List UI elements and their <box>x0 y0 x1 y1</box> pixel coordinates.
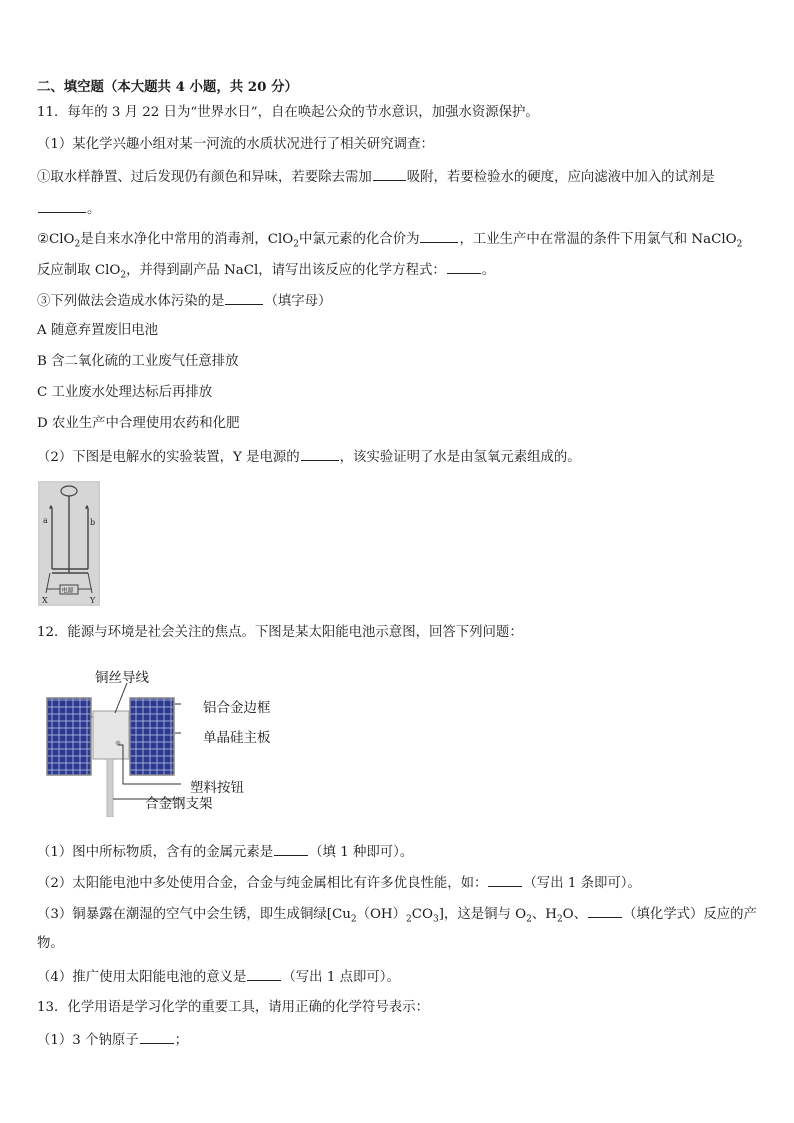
text: ，工业生产中在常温的条件下用氯气和 NaClO <box>459 232 737 247</box>
subscript: 3 <box>432 914 439 925</box>
option-b: B 含二氧化硫的工业废气任意排放 <box>37 354 239 369</box>
electrolysis-figure <box>38 481 100 606</box>
answer-blank[interactable] <box>420 229 458 243</box>
q11-sub1-cont <box>37 199 100 219</box>
text: 反应制取 ClO <box>37 263 121 278</box>
text: ； <box>174 1033 189 1048</box>
q12-part2 <box>37 873 641 893</box>
text: （3）铜暴露在潮湿的空气中会生锈，即生成铜绿[Cu <box>37 907 351 922</box>
q11-part1: （1）某化学兴趣小组对某一河流的水质状况进行了相关研究调查： <box>37 137 434 152</box>
electrode-y-label: Y <box>90 596 96 605</box>
tube-a-label: a <box>43 516 48 525</box>
section-title: 二、填空题（本大题共 4 小题，共 20 分） <box>37 79 298 95</box>
option-a: A 随意弃置废旧电池 <box>37 323 159 338</box>
q13-stem: 13．化学用语是学习化学的重要工具，请用正确的化学符号表示： <box>37 1000 429 1015</box>
subscript: 2 <box>350 914 357 925</box>
text: （填 1 种即可）。 <box>309 845 414 860</box>
text: （填化学式）反应的产 <box>623 907 757 922</box>
subscript: 2 <box>406 914 412 925</box>
text: ①取水样静置、过后发现仍有颜色和异味，若要除去需加 <box>37 170 372 185</box>
tube-b-label: b <box>90 518 96 527</box>
answer-blank[interactable] <box>301 447 339 461</box>
text: 。 <box>87 202 101 217</box>
q11-part2 <box>37 447 581 467</box>
answer-blank[interactable] <box>225 291 263 305</box>
q13-part1 <box>37 1030 188 1050</box>
q11-sub1 <box>37 167 715 187</box>
subscript: 2 <box>293 239 299 250</box>
text: （1）图中所标物质，含有的金属元素是 <box>37 845 274 860</box>
right-solar-panel <box>130 698 174 775</box>
text: ，该实验证明了水是由氢氧元素组成的。 <box>339 450 581 465</box>
text: 是自来水净化中常用的消毒剂，ClO <box>80 232 294 247</box>
q11-stem: 11．每年的 3 月 22 日为“世界水日”，自在唤起公众的节水意识，加强水资源保护。 <box>37 105 539 120</box>
electrode-x-label: X <box>42 596 48 605</box>
label-plastic-button: 塑料按钮 <box>190 780 244 796</box>
text: 。 <box>481 263 496 278</box>
text: CO <box>411 907 433 922</box>
q11-sub2 <box>37 229 742 249</box>
text: （1）3 个钠原子 <box>37 1033 139 1048</box>
answer-blank[interactable] <box>274 842 308 856</box>
steel-stand <box>107 759 113 817</box>
text: （2）下图是电解水的实验装置，Y 是电源的 <box>37 450 300 465</box>
q11-sub2-cont <box>37 260 495 280</box>
subscript: 2 <box>526 914 532 925</box>
text: ]，这是铜与 O <box>438 907 527 922</box>
answer-blank[interactable] <box>488 873 522 887</box>
text: ②ClO <box>37 232 75 247</box>
q11-sub3 <box>37 291 331 311</box>
left-solar-panel <box>47 698 91 775</box>
control-box <box>93 711 129 759</box>
text: （填字母） <box>264 294 332 309</box>
q12-part3 <box>37 904 757 924</box>
answer-blank[interactable] <box>38 199 86 213</box>
q12-part4 <box>37 967 400 987</box>
text: O、 <box>562 907 588 922</box>
power-label: 电源 <box>61 587 74 595</box>
text: （4）推广使用太阳能电池的意义是 <box>37 970 247 985</box>
text: 吸附，若要检验水的硬度，应向滤液中加入的试剂是 <box>406 170 715 185</box>
option-c: C 工业废水处理达标后再排放 <box>37 385 213 400</box>
subscript: 2 <box>556 914 563 925</box>
text: 中氯元素的化合价为 <box>298 232 420 247</box>
answer-blank[interactable] <box>373 167 406 181</box>
subscript: 2 <box>74 239 81 250</box>
text: （写出 1 点即可）。 <box>282 970 400 985</box>
answer-blank[interactable] <box>588 904 622 918</box>
text: （2）太阳能电池中多处使用合金，合金与纯金属相比有许多优良性能，如： <box>37 876 488 891</box>
label-copper-wire: 铜丝导线 <box>95 670 149 686</box>
text: 、H <box>531 907 557 922</box>
text: ③下列做法会造成水体污染的是 <box>37 294 225 309</box>
label-steel-stand: 合金钢支架 <box>145 796 213 812</box>
subscript: 2 <box>120 270 127 281</box>
answer-blank[interactable] <box>447 260 481 274</box>
q12-part3-cont: 物。 <box>37 936 64 951</box>
label-si-board: 单晶硅主板 <box>203 730 271 746</box>
text: （OH） <box>356 907 406 922</box>
text: （写出 1 条即可）。 <box>523 876 641 891</box>
option-d: D 农业生产中合理使用农药和化肥 <box>37 416 240 431</box>
label-al-frame: 铝合金边框 <box>203 700 271 716</box>
answer-blank[interactable] <box>247 967 281 981</box>
text: ，并得到副产品 NaCl，请写出该反应的化学方程式： <box>126 263 446 278</box>
subscript: 2 <box>736 239 743 250</box>
q12-part1 <box>37 842 413 862</box>
answer-blank[interactable] <box>140 1030 174 1044</box>
q12-stem: 12．能源与环境是社会关注的焦点。下图是某太阳能电池示意图，回答下列问题： <box>37 625 523 640</box>
